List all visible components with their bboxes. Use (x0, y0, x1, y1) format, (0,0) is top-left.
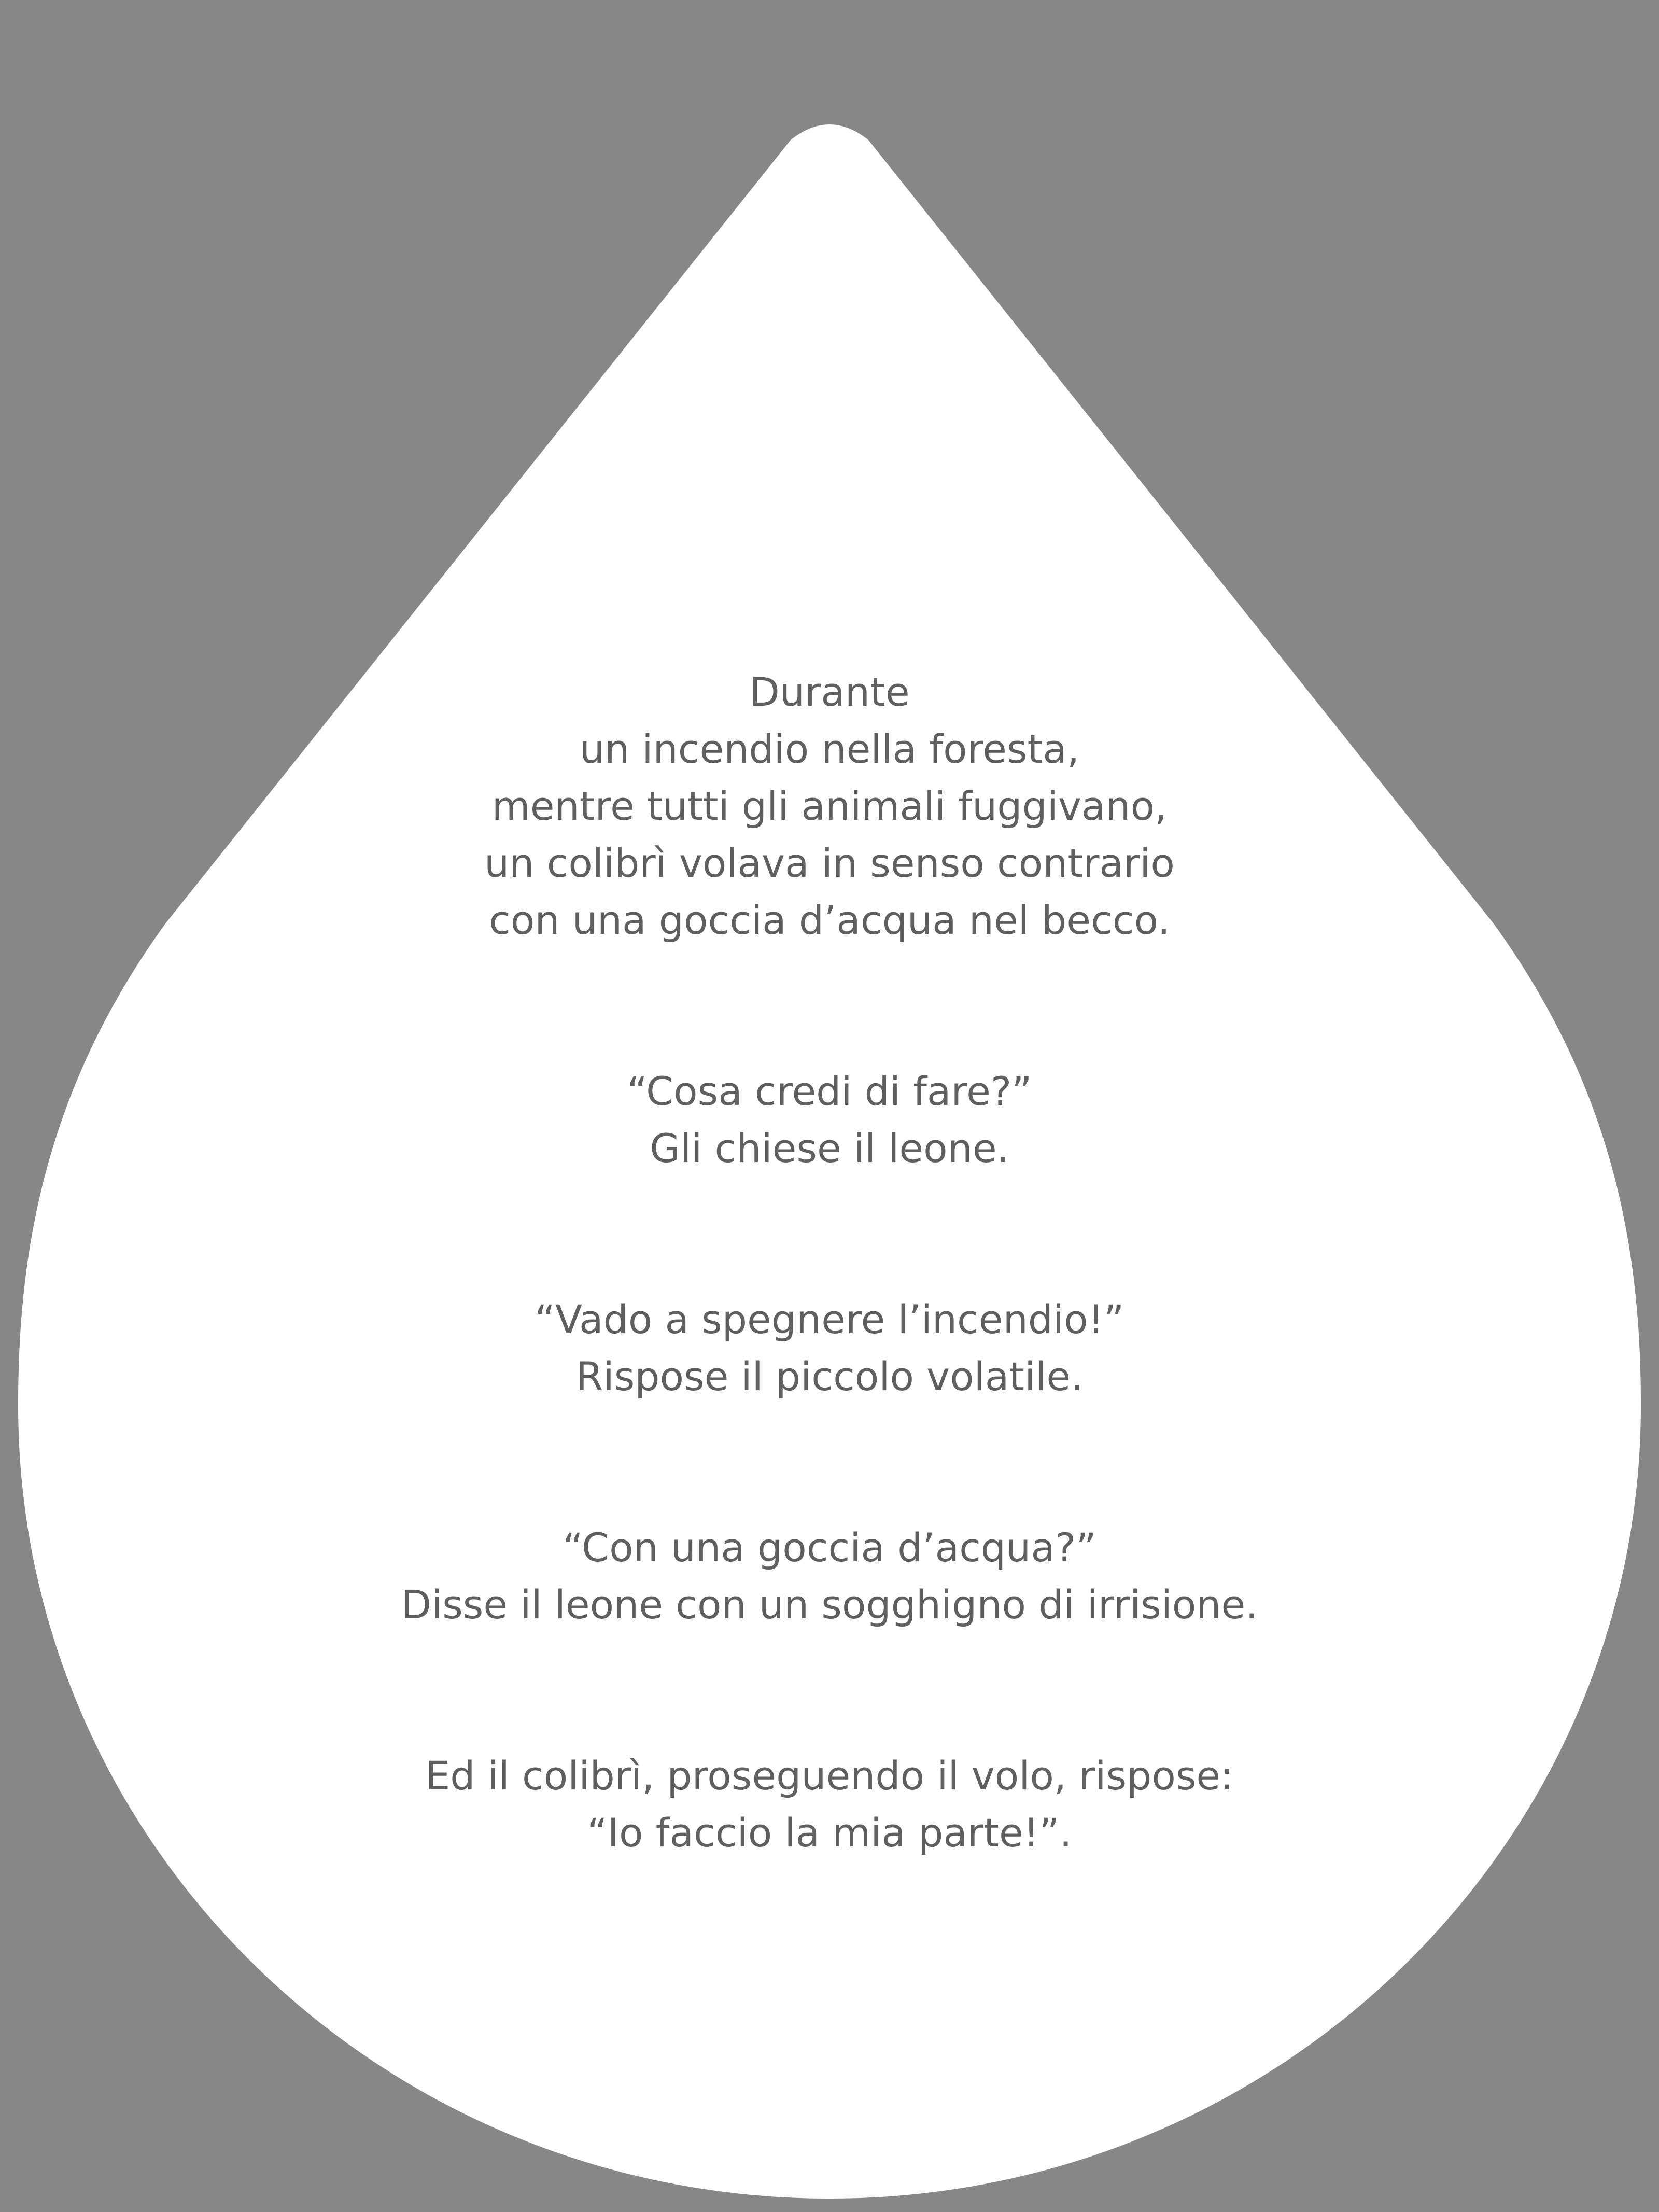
poem-line: “Cosa credi di fare?” (627, 1068, 1032, 1114)
stanza-2 (0, 1063, 1659, 1177)
poem-line: “Vado a spegnere l’incendio!” (535, 1296, 1124, 1342)
poem-line: Disse il leone con un sogghigno di irrisione. (401, 1581, 1258, 1628)
poem-line: Gli chiese il leone. (650, 1125, 1009, 1171)
poem-line: Ed il colibrì, proseguendo il volo, rispose: (425, 1753, 1234, 1799)
poem-line: mentre tutti gli animali fuggivano, (491, 783, 1168, 829)
stanza-4 (0, 1519, 1659, 1633)
poem-line: Durante (749, 669, 910, 715)
stanza-3 (0, 1291, 1659, 1405)
poem-line: Rispose il piccolo volatile. (575, 1353, 1084, 1399)
poem-line: un colibrì volava in senso contrario (484, 840, 1175, 886)
poem-line: “Io faccio la mia parte!”. (587, 1810, 1072, 1856)
stanza-5 (0, 1747, 1659, 1861)
stanza-1 (0, 664, 1659, 949)
poem-line: un incendio nella foresta, (579, 726, 1080, 772)
poem-line: con una goccia d’acqua nel becco. (489, 897, 1170, 943)
poem-line: “Con una goccia d’acqua?” (563, 1524, 1096, 1571)
poem-text (0, 664, 1659, 1861)
